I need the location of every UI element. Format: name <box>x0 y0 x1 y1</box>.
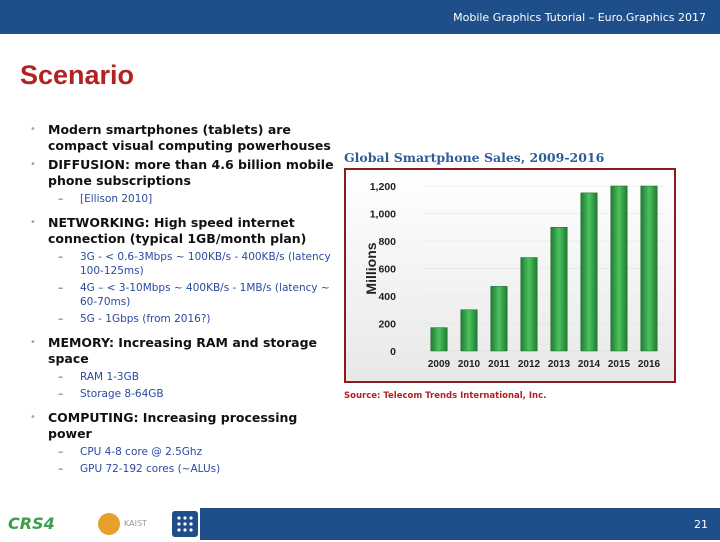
x-tick-label: 2015 <box>607 359 631 370</box>
dash: – <box>58 193 64 205</box>
bullet-dot: • <box>30 217 36 228</box>
bar-2014 <box>581 193 598 351</box>
bullet-text: NETWORKING: High speed internet connection (typical 1GB/month plan) <box>48 215 307 246</box>
y-tick-label: 400 <box>378 291 396 303</box>
x-tick-label: 2012 <box>517 359 541 370</box>
bullet-text: MEMORY: Increasing RAM and storage space <box>48 335 318 366</box>
sub-bullet-text: 4G – < 3-10Mbps ~ 400KB/s - 1MB/s (latency ~ 60-70ms) <box>80 282 330 308</box>
bullet-text: Modern smartphones (tablets) are compact visual computing powerhouses <box>48 122 331 153</box>
x-tick-label: 2014 <box>577 359 601 370</box>
crs4-logo: CRS4 <box>8 514 55 533</box>
sub-bullet-text: GPU 72-192 cores (~ALUs) <box>80 463 221 475</box>
sub-bullet-text: [Ellison 2010] <box>80 193 153 205</box>
sub-bullet <box>22 281 340 309</box>
y-axis-label: Millions <box>363 242 379 295</box>
dash: – <box>58 251 64 263</box>
bullet-dot: • <box>30 124 36 135</box>
bar-2009 <box>431 328 448 351</box>
sub-bullet <box>22 312 340 326</box>
bar-2016 <box>641 186 658 351</box>
header-bar <box>0 0 720 34</box>
bullet-memory <box>22 335 340 367</box>
sub-bullet <box>22 370 340 384</box>
chart-title: Global Smartphone Sales, 2009-2016 <box>344 150 605 165</box>
x-tick-label: 2010 <box>457 359 481 370</box>
header-title: Mobile Graphics Tutorial – Euro.Graphics 2017 <box>453 11 706 24</box>
x-tick-label: 2011 <box>488 359 510 370</box>
chart-source: Source: Telecom Trends International, Inc. <box>344 391 547 401</box>
sub-bullet <box>22 445 340 459</box>
sub-bullet <box>22 192 340 206</box>
bullet-networking <box>22 215 340 247</box>
dash: – <box>58 446 64 458</box>
bar-2013 <box>551 227 568 351</box>
upc-logo <box>172 511 198 537</box>
kaist-logo-text: KAIST <box>124 519 147 528</box>
x-tick-label: 2016 <box>637 359 661 370</box>
slide-title: Scenario <box>20 60 135 90</box>
sub-bullet <box>22 250 340 278</box>
dash: – <box>58 463 64 475</box>
sub-bullet-text: 5G - 1Gbps (from 2016?) <box>80 313 211 325</box>
bar-2010 <box>461 310 478 351</box>
bar-2011 <box>491 286 508 351</box>
y-tick-label: 0 <box>390 346 396 358</box>
upc-logo-icon <box>172 511 198 537</box>
sub-bullet <box>22 462 340 476</box>
x-tick-label: 2013 <box>547 359 571 370</box>
sub-bullet <box>22 387 340 401</box>
y-tick-label: 1,000 <box>369 208 396 221</box>
dash: – <box>58 282 64 294</box>
dash: – <box>58 313 64 325</box>
y-tick-label: 1,200 <box>369 181 396 193</box>
bar-2012 <box>521 258 538 352</box>
dash: – <box>58 371 64 383</box>
sub-bullet-text: CPU 4-8 core @ 2.5Ghz <box>80 446 203 458</box>
bullet-dot: • <box>30 337 36 348</box>
sub-bullet-text: Storage 8-64GB <box>80 388 164 400</box>
x-tick-label: 2009 <box>427 359 451 370</box>
y-tick-label: 800 <box>378 236 396 248</box>
logo-strip <box>0 508 200 540</box>
bullet-text: DIFFUSION: more than 4.6 billion mobile phone subscriptions <box>48 157 334 188</box>
bar-chart <box>346 170 674 381</box>
bullet-dot: • <box>30 412 36 423</box>
kaist-logo-icon <box>98 513 120 535</box>
y-tick-label: 200 <box>378 318 396 331</box>
sub-bullet-text: 3G - < 0.6-3Mbps ~ 100KB/s - 400KB/s (latency 100-125ms) <box>80 251 331 277</box>
dash: – <box>58 388 64 400</box>
bullet-list <box>22 122 340 479</box>
bar-2015 <box>611 186 628 351</box>
bullet-smartphones <box>22 122 340 154</box>
chart-frame <box>344 168 676 383</box>
bullet-text: COMPUTING: Increasing processing power <box>48 410 298 441</box>
bullet-computing <box>22 410 340 442</box>
bullet-diffusion <box>22 157 340 189</box>
page-number: 21 <box>694 518 708 531</box>
y-tick-label: 600 <box>378 263 396 276</box>
sub-bullet-text: RAM 1-3GB <box>80 371 139 383</box>
bullet-dot: • <box>30 159 36 170</box>
